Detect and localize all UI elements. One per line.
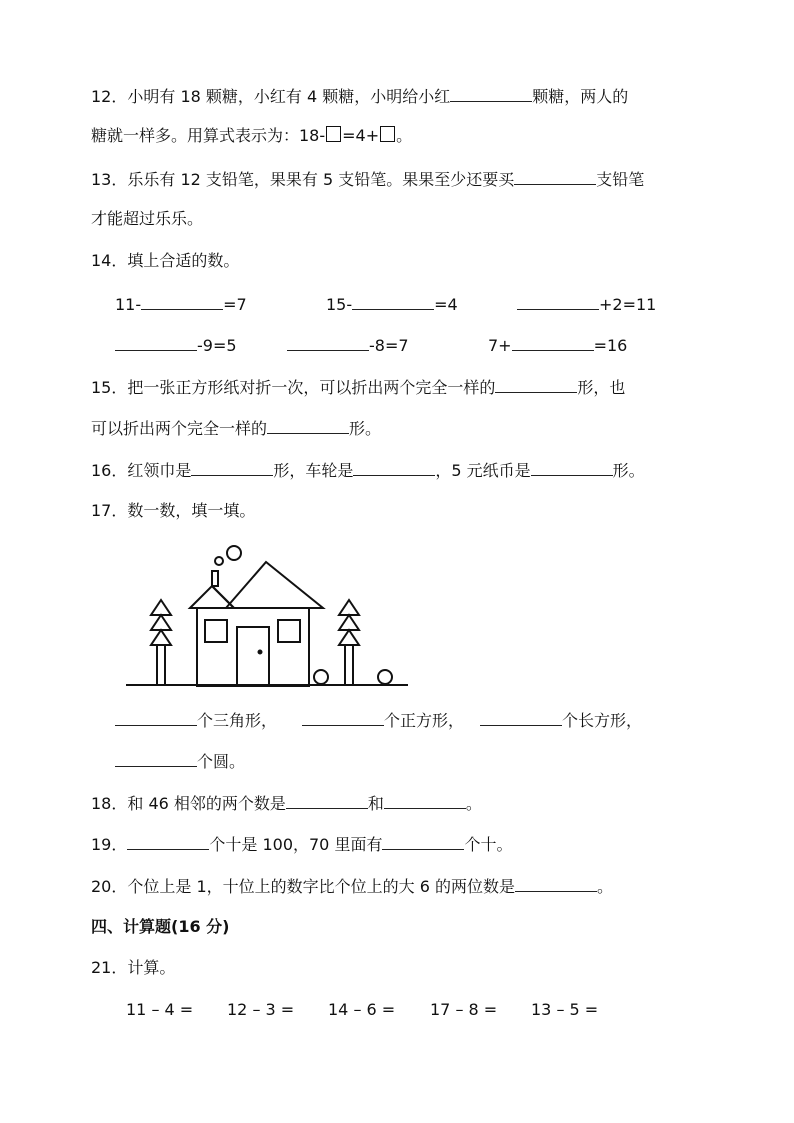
q12-line1: [91, 83, 628, 109]
q15-line2: [91, 415, 381, 441]
q14-eq2-blank[interactable]: [352, 291, 434, 310]
q14-eq4-blank[interactable]: [115, 332, 197, 351]
q16-line: [91, 457, 645, 483]
q16-blank-1[interactable]: [191, 457, 273, 476]
q12-line2: [91, 124, 412, 148]
q19-blank-2[interactable]: [382, 831, 464, 850]
q14-eq-1: [115, 291, 247, 317]
q16-text-c: ，5 元纸币是: [435, 461, 531, 480]
tree-right-trunk: [345, 645, 353, 685]
q21-item-5: 13 – 5 =: [531, 1000, 599, 1019]
ball-right-circle: [378, 670, 392, 684]
q18-line: [91, 790, 482, 816]
q16-text-b: 形，车轮是: [273, 461, 354, 480]
q12-text-e: 。: [396, 126, 413, 145]
q19-text-a: 19．: [91, 835, 128, 854]
q21-item-4: 17 – 8 =: [430, 1000, 498, 1019]
q15-text-c: 可以折出两个完全一样的: [91, 419, 268, 438]
tree-left-top-triangle: [151, 600, 171, 615]
q21-item-1: 11 – 4 =: [126, 1000, 194, 1019]
q21-title: 21．计算。: [91, 958, 176, 977]
q14-eq1-pre: 11-: [115, 295, 142, 314]
q14-eq1-post: =7: [223, 295, 247, 314]
q20-line: [91, 873, 613, 899]
q14-eq4-post: -9=5: [197, 336, 237, 355]
q17-squares-label: 个正方形，: [384, 711, 465, 730]
q19-blank-1[interactable]: [127, 831, 209, 850]
q14-eq3-post: +2=11: [599, 295, 657, 314]
q19-text-c: 个十。: [464, 835, 513, 854]
smoke-large-circle: [227, 546, 241, 560]
q14-eq-3: [517, 291, 656, 317]
q12-text-d: =4+: [342, 126, 380, 145]
tree-left-trunk: [157, 645, 165, 685]
q14-eq-4: [115, 332, 237, 358]
tree-left-middle-triangle: [151, 615, 171, 630]
house-figure: [120, 540, 415, 690]
q14-eq1-blank[interactable]: [141, 291, 223, 310]
q17-circle-blank[interactable]: [115, 748, 197, 767]
q18-text-a: 18．和 46 相邻的两个数是: [91, 794, 286, 813]
q16-blank-3[interactable]: [531, 457, 613, 476]
roof-right-triangle: [226, 562, 323, 608]
q19-text-b: 个十是 100，70 里面有: [209, 835, 383, 854]
q15-blank-1[interactable]: [495, 374, 577, 393]
window-left-square: [205, 620, 227, 642]
q15-text-b: 形，也: [577, 378, 626, 397]
q14-eq5-post: -8=7: [369, 336, 409, 355]
q15-blank-2[interactable]: [267, 415, 349, 434]
q18-blank-1[interactable]: [286, 790, 368, 809]
ball-left-circle: [314, 670, 328, 684]
q17-count-squares: [302, 707, 464, 733]
q14-title: 14．填上合适的数。: [91, 251, 240, 270]
q12-box-2[interactable]: [380, 126, 395, 142]
roof-left-triangle: [190, 586, 234, 608]
q13-answer-blank[interactable]: [514, 166, 596, 185]
q21-item-2: 12 – 3 =: [227, 1000, 295, 1019]
q18-text-c: 。: [465, 794, 482, 813]
q17-rectangle-blank[interactable]: [480, 707, 562, 726]
tree-right-top-triangle: [339, 600, 359, 615]
q20-text-a: 20．个位上是 1，十位上的数字比个位上的大 6 的两位数是: [91, 877, 515, 896]
q17-count-circles: [115, 748, 245, 774]
q14-eq5-blank[interactable]: [287, 332, 369, 351]
q14-eq6-blank[interactable]: [512, 332, 594, 351]
q14-eq6-post: =16: [593, 336, 628, 355]
q17-title: 17．数一数，填一填。: [91, 501, 256, 520]
q17-square-blank[interactable]: [302, 707, 384, 726]
q14-eq2-post: =4: [434, 295, 458, 314]
section-4-title: 四、计算题(16 分): [91, 917, 230, 936]
q17-triangles-label: 个三角形，: [197, 711, 278, 730]
q12-text-b: 颗糖，两人的: [532, 87, 629, 106]
tree-right-bottom-triangle: [339, 630, 359, 645]
door-rectangle: [237, 627, 269, 686]
q14-eq3-blank[interactable]: [517, 291, 599, 310]
q18-blank-2[interactable]: [384, 790, 466, 809]
q15-text-a: 15．把一张正方形纸对折一次，可以折出两个完全一样的: [91, 378, 496, 397]
q14-eq-6: [488, 332, 627, 358]
q15-line1: [91, 374, 625, 400]
tree-right-middle-triangle: [339, 615, 359, 630]
q14-eq-5: [287, 332, 409, 358]
window-right-square: [278, 620, 300, 642]
q19-line: [91, 831, 512, 857]
q17-circles-label: 个圆。: [197, 752, 246, 771]
q15-text-d: 形。: [349, 419, 382, 438]
q17-count-rectangles: [480, 707, 642, 733]
q20-text-b: 。: [596, 877, 613, 896]
q16-text-a: 16．红领巾是: [91, 461, 192, 480]
tree-left-bottom-triangle: [151, 630, 171, 645]
q13-line2: 才能超过乐乐。: [91, 209, 204, 228]
q17-count-line1: [115, 707, 277, 733]
q21-item-3: 14 – 6 =: [328, 1000, 396, 1019]
q13-text-a: 13．乐乐有 12 支铅笔，果果有 5 支铅笔。果果至少还要买: [91, 170, 515, 189]
q14-eq2-pre: 15-: [326, 295, 353, 314]
q16-text-d: 形。: [612, 461, 645, 480]
q17-rectangles-label: 个长方形，: [562, 711, 643, 730]
q14-eq-2: [326, 291, 458, 317]
q13-text-b: 支铅笔: [596, 170, 645, 189]
q13-line1: [91, 166, 644, 192]
q20-blank[interactable]: [515, 873, 597, 892]
q12-answer-blank[interactable]: [450, 83, 532, 102]
q12-text-c: 糖就一样多。用算式表示为：18-: [91, 126, 326, 145]
smoke-small-circle: [215, 557, 223, 565]
q16-blank-2[interactable]: [353, 457, 435, 476]
q17-triangle-blank[interactable]: [115, 707, 197, 726]
q12-box-1[interactable]: [326, 126, 341, 142]
chimney: [212, 571, 218, 586]
q18-text-b: 和: [367, 794, 384, 813]
q14-eq6-pre: 7+: [488, 336, 512, 355]
q12-text-a: 12．小明有 18 颗糖，小红有 4 颗糖，小明给小红: [91, 87, 451, 106]
